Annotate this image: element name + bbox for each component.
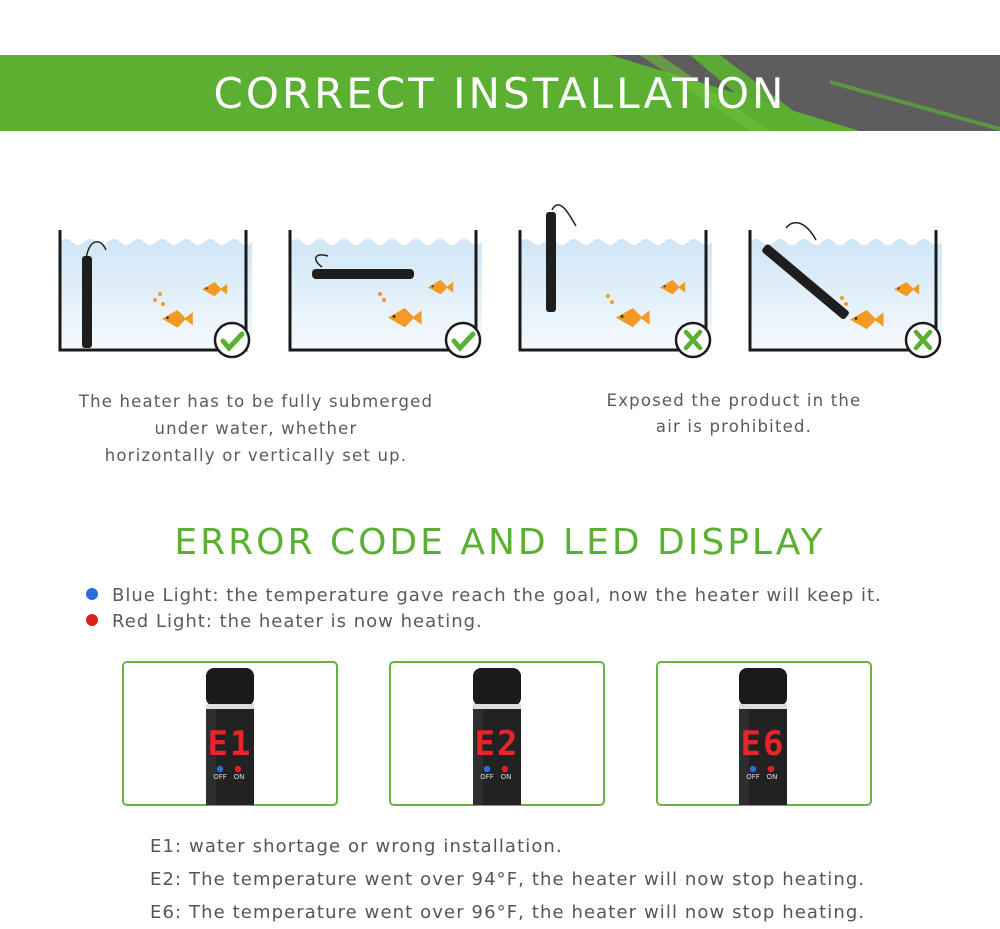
off-label: OFF [480,773,494,781]
wrong-caption-line: air is prohibited. [655,417,813,436]
banner-title: CORRECT INSTALLATION [213,69,787,118]
legend-red-text: Red Light: the heater is now heating. [112,611,483,632]
wrong-caption [584,388,884,440]
blue-dot-icon [86,588,98,600]
on-label: ON [233,773,245,781]
correct-caption-line: The heater has to be fully submerged [78,392,434,411]
led-code: E2 [474,724,520,764]
off-label: OFF [213,773,227,781]
on-label: ON [500,773,512,781]
legend-blue [86,585,882,606]
cross-icon [676,323,710,357]
error-description: E2: The temperature went over 94°F, the heater will now stop heating. [150,869,866,890]
correct-caption-line: under water, whether [154,419,358,438]
check-icon [446,323,480,357]
installation-illustrations [50,200,960,370]
legend-blue-text: Blue Light: the temperature gave reach the goal, now the heater will keep it. [112,585,882,606]
off-label: OFF [746,773,760,781]
cross-icon [906,323,940,357]
led-code: E6 [740,724,786,764]
check-icon [215,323,249,357]
red-dot-icon [86,614,98,626]
heater-displays [0,663,1000,805]
correct-caption-line: horizontally or vertically set up. [104,446,408,465]
correct-caption [60,388,452,469]
wrong-caption-line: Exposed the product in the [606,391,862,410]
error-section-title: ERROR CODE AND LED DISPLAY [174,522,826,563]
legend-red [86,611,483,632]
led-code: E1 [207,724,253,764]
error-description: E6: The temperature went over 96°F, the heater will now stop heating. [150,902,866,923]
on-label: ON [766,773,778,781]
error-description: E1: water shortage or wrong installation. [150,836,563,857]
